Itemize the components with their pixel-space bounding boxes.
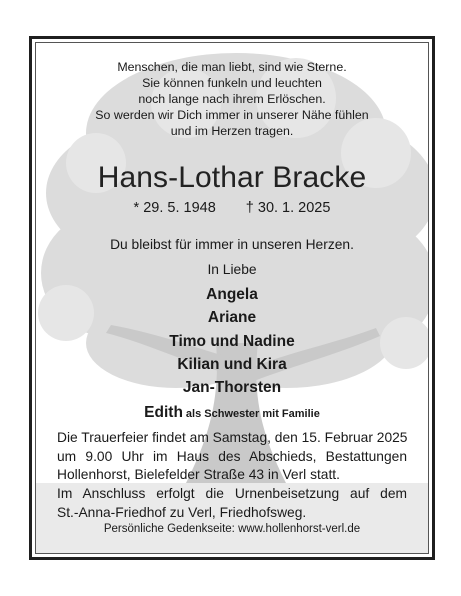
- family-member: Jan-Thorsten: [182, 379, 282, 396]
- family-member: Angela: [206, 286, 258, 303]
- burial-notice: [57, 485, 407, 522]
- obituary-inner-frame: [35, 42, 429, 554]
- poem: [36, 59, 428, 139]
- in-love-text: In Liebe: [207, 262, 257, 277]
- memorial-page-link[interactable]: Persönliche Gedenkseite: www.hollenhorst-verl.de: [103, 523, 361, 535]
- sister-name: Edith: [144, 404, 183, 421]
- poem-line: noch lange nach ihrem Erlöschen.: [138, 92, 326, 106]
- ceremony-line: Die Trauerfeier findet am Samstag, den 15. Februar 2025: [57, 430, 408, 445]
- family-member: Kilian und Kira: [177, 356, 287, 373]
- ceremony-line: um 9.00 Uhr im Haus des Abschieds, Bestattungen: [57, 448, 407, 464]
- deceased-name: Hans-Lothar Bracke: [97, 161, 367, 194]
- family-member: Timo und Nadine: [169, 333, 295, 350]
- poem-line: und im Herzen tragen.: [170, 124, 294, 138]
- life-dates: [36, 199, 428, 217]
- poem-line: Sie können funkeln und leuchten: [142, 76, 322, 90]
- poem-line: Menschen, die man liebt, sind wie Sterne.: [117, 60, 347, 74]
- poem-line: So werden wir Dich immer in unserer Nähe fühlen: [95, 108, 369, 122]
- burial-line: Im Anschluss erfolgt die Urnenbeisetzung auf dem: [57, 486, 407, 501]
- ceremony-notice: [57, 429, 407, 485]
- sister-line: [36, 403, 428, 424]
- death-date: † 30. 1. 2025: [245, 200, 331, 216]
- sister-relation: als Schwester mit Familie: [185, 408, 320, 420]
- birth-date: * 29. 5. 1948: [133, 200, 216, 216]
- family-member: Ariane: [207, 309, 257, 326]
- remembrance-text: Du bleibst für immer in unseren Herzen.: [110, 237, 354, 252]
- ceremony-line: Hollenhorst, Bielefelder Straße 43 in Verl statt.: [57, 467, 340, 482]
- burial-line: St.-Anna-Friedhof zu Verl, Friedhofsweg.: [57, 504, 307, 520]
- obituary-frame: [29, 36, 435, 560]
